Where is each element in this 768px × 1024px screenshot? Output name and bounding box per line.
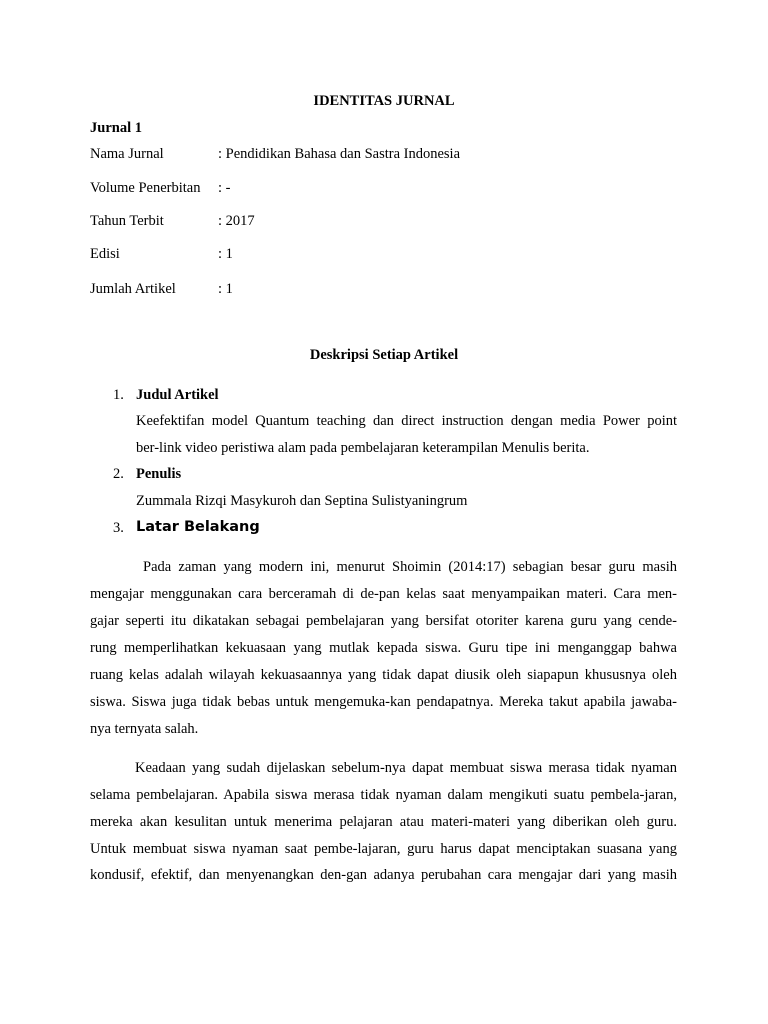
row-value-volume: : - — [218, 180, 231, 196]
item-number: 2. — [113, 466, 124, 482]
row-value-nama-jurnal: : Pendidikan Bahasa dan Sastra Indonesia — [218, 146, 461, 162]
document-title: IDENTITAS JURNAL — [313, 93, 455, 109]
item-number: 1. — [113, 387, 124, 403]
row-value-edisi: : 1 — [218, 246, 233, 262]
paragraph-line: Keadaan yang sudah dijelaskan sebelum-nya dapat membuat siswa merasa tidak nyaman — [135, 760, 677, 776]
row-label-tahun: Tahun Terbit — [90, 213, 164, 229]
row-value-tahun: : 2017 — [218, 213, 255, 229]
paragraph-line: nya ternyata salah. — [90, 721, 199, 737]
paragraph-line: Untuk membuat siswa nyaman saat pembe-lajaran, guru harus dapat menciptakan suasana yang — [90, 841, 677, 857]
item-heading-latar-belakang: Latar Belakang — [136, 519, 260, 535]
item-text-line: Keefektifan model Quantum teaching dan direct instruction dengan media Power point — [136, 413, 677, 429]
paragraph-line: rung memperlihatkan kekuasaan yang mutlak kepada siswa. Guru tipe ini menganggap bahwa — [90, 640, 677, 656]
item-number: 3. — [113, 520, 124, 536]
section-title: Deskripsi Setiap Artikel — [309, 347, 459, 363]
item-text-line: ber-link video peristiwa alam pada pembelajaran keterampilan Menulis berita. — [136, 440, 590, 456]
item-heading-judul-artikel: Judul Artikel — [136, 387, 219, 403]
row-label-jumlah-artikel: Jumlah Artikel — [90, 281, 176, 297]
paragraph-line: mengajar menggunakan cara berceramah di de-pan kelas saat menyampaikan materi. Cara men- — [90, 586, 677, 602]
paragraph-line: mereka akan kesulitan untuk menerima pelajaran atau materi-materi yang diberikan oleh guru. — [90, 814, 677, 830]
item-heading-penulis: Penulis — [136, 466, 182, 482]
jurnal-label: Jurnal 1 — [90, 120, 142, 136]
row-label-volume: Volume Penerbitan — [90, 180, 201, 196]
paragraph-line: Pada zaman yang modern ini, menurut Shoimin (2014:17) sebagian besar guru masih — [143, 559, 677, 575]
paragraph-line: kondusif, efektif, dan menyenangkan den-gan adanya perubahan cara mengajar dari yang masih — [90, 867, 677, 883]
paragraph-line: siswa. Siswa juga tidak bebas untuk mengemuka-kan pendapatnya. Mereka takut apabila jawaba- — [90, 694, 677, 710]
row-label-nama-jurnal: Nama Jurnal — [90, 146, 164, 162]
paragraph-line: gajar seperti itu dikatakan sebagai pembelajaran yang bersifat otoriter karena guru yang cende- — [90, 613, 677, 629]
paragraph-line: selama pembelajaran. Apabila siswa merasa tidak nyaman dalam mengikuti suatu pembela-jaran, — [90, 787, 677, 803]
paragraph-line: ruang kelas adalah wilayah kekuasaannya yang tidak dapat diusik oleh siapapun khususnya oleh — [90, 667, 677, 683]
row-label-edisi: Edisi — [90, 246, 120, 262]
item-text-line: Zummala Rizqi Masykuroh dan Septina Sulistyaningrum — [136, 493, 468, 509]
row-value-jumlah-artikel: : 1 — [218, 281, 233, 297]
